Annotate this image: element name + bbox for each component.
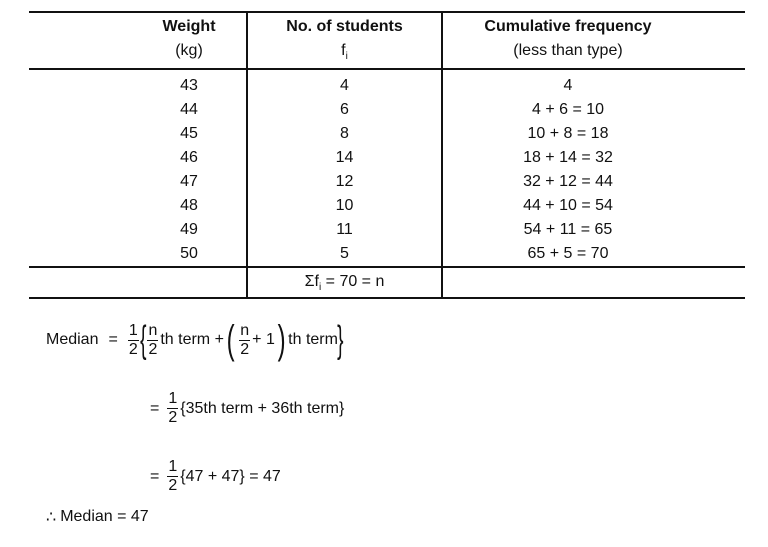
cell-cumulative-frequency: 44 + 10 = 54: [523, 197, 613, 214]
cell-weight: 43: [180, 77, 198, 94]
cell-cumulative-frequency: 10 + 8 = 18: [527, 125, 609, 142]
fraction-n-over-2: $\frac{n}{2}$: [148, 321, 158, 358]
cell-students: 11: [336, 221, 353, 238]
cell-students: 6: [340, 101, 349, 118]
median-formula-line: Median = $\frac{1}{2}$ { $\frac{n}{2}$ th term + ( $\frac{n}{2}$ + 1 ) th term }: [46, 318, 344, 362]
header-weight-unit: (kg): [175, 42, 203, 59]
header-cf: [443, 15, 693, 63]
cell-weight: 46: [180, 149, 198, 166]
cell-students: 4: [340, 77, 349, 94]
header-cf-subtitle: (less than type): [513, 42, 623, 59]
median-step-3: = $\frac{1}{2}$ {47 + 47} = 47: [150, 458, 281, 494]
cell-students: 14: [335, 149, 354, 166]
cell-cumulative-frequency: 54 + 11 = 65: [523, 221, 613, 238]
header-weight: [129, 15, 249, 63]
cell-cumulative-frequency: 4: [563, 77, 573, 94]
cell-weight: 49: [180, 221, 198, 238]
cell-weight: 45: [180, 125, 198, 142]
median-step-2: = $\frac{1}{2}$ {35th term + 36th term}: [150, 390, 345, 426]
header-weight-title: Weight: [162, 18, 216, 35]
fraction-n-over-2-b: $\frac{n}{2}$: [240, 321, 250, 358]
cell-students: 5: [340, 245, 349, 262]
median-label: Median: [46, 331, 99, 348]
cell-cumulative-frequency: 65 + 5 = 70: [527, 245, 609, 262]
median-conclusion: ∴ Median = 47: [46, 508, 149, 526]
header-students-title: No. of students: [286, 18, 403, 35]
therefore-symbol: ∴: [46, 509, 57, 526]
cell-cumulative-frequency: 32 + 12 = 44: [523, 173, 613, 190]
header-students-symbol: $f_i$: [341, 42, 348, 62]
cell-cumulative-frequency: 18 + 14 = 32: [523, 149, 613, 166]
cell-weight: 50: [180, 245, 198, 262]
cell-students: 12: [335, 173, 354, 190]
cell-weight: 44: [180, 101, 198, 118]
header-cf-title: Cumulative frequency: [484, 18, 652, 35]
total-row-top-border: [29, 266, 745, 268]
header-students: [248, 15, 441, 69]
total-sum-cell: $\Sigma f_i = 70 = n$: [304, 273, 385, 293]
cell-weight: 48: [180, 197, 198, 214]
table-top-border: [29, 11, 745, 13]
cell-students: 8: [340, 125, 349, 142]
cell-weight: 47: [180, 173, 198, 190]
fraction-half: $\frac{1}{2}$: [128, 321, 138, 358]
cell-students: 10: [335, 197, 354, 214]
cell-cumulative-frequency: 4 + 6 = 10: [531, 101, 605, 118]
